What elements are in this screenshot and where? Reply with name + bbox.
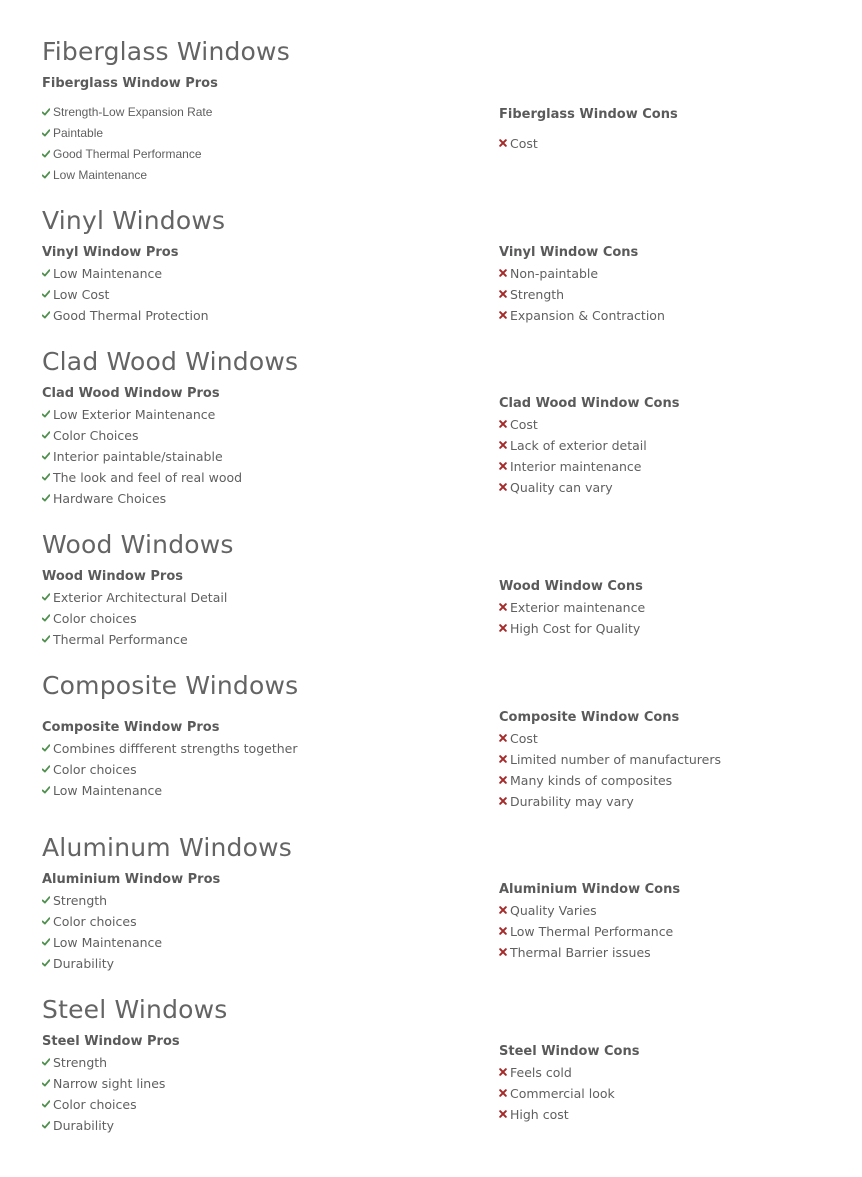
item-text: Low Thermal Performance	[510, 924, 674, 939]
cons-heading: Steel Window Cons	[499, 1044, 640, 1059]
con-item	[499, 921, 839, 942]
cons-list	[499, 414, 839, 498]
section-title: Wood Windows	[42, 530, 234, 559]
item-text: Quality can vary	[510, 480, 613, 495]
pro-item	[42, 1115, 382, 1136]
cons-heading: Fiberglass Window Cons	[499, 107, 678, 122]
con-item	[499, 900, 839, 921]
pro-item	[42, 123, 382, 144]
cons-list	[499, 1062, 839, 1125]
pros-list	[42, 404, 382, 509]
item-text: High cost	[510, 1107, 569, 1122]
cons-list	[499, 263, 839, 326]
item-text: Commercial look	[510, 1086, 615, 1101]
pros-heading: Composite Window Pros	[42, 720, 220, 735]
checkmark-icon	[42, 738, 52, 759]
cross-icon	[499, 900, 509, 921]
con-item	[499, 728, 839, 749]
item-text: Interior maintenance	[510, 459, 642, 474]
con-item	[499, 1104, 839, 1125]
item-text: Cost	[510, 731, 538, 746]
section-title: Steel Windows	[42, 995, 228, 1024]
cross-icon	[499, 1062, 509, 1083]
cons-heading: Composite Window Cons	[499, 710, 680, 725]
con-item	[499, 597, 839, 618]
item-text: Strength	[510, 287, 565, 302]
con-item	[499, 749, 839, 770]
item-text: Color Choices	[53, 428, 139, 443]
pros-list	[42, 102, 382, 186]
pros-heading: Clad Wood Window Pros	[42, 386, 220, 401]
con-item	[499, 1083, 839, 1104]
checkmark-icon	[42, 629, 52, 650]
pro-item	[42, 953, 382, 974]
pro-item	[42, 467, 382, 488]
cons-heading: Clad Wood Window Cons	[499, 396, 680, 411]
cross-icon	[499, 1083, 509, 1104]
section-title: Aluminum Windows	[42, 833, 292, 862]
pros-column	[42, 569, 382, 650]
pro-item	[42, 305, 382, 326]
item-text: Exterior maintenance	[510, 600, 646, 615]
pro-item	[42, 144, 382, 165]
pro-item	[42, 759, 382, 780]
pro-item	[42, 587, 382, 608]
item-text: Low Maintenance	[53, 168, 148, 182]
pros-column	[42, 386, 382, 509]
pros-column	[42, 76, 382, 186]
cons-list	[499, 900, 839, 963]
checkmark-icon	[42, 1115, 52, 1136]
cons-list	[499, 133, 839, 154]
item-text: Color choices	[53, 1097, 137, 1112]
pros-heading: Vinyl Window Pros	[42, 245, 179, 260]
cons-list	[499, 597, 839, 639]
checkmark-icon	[42, 123, 52, 144]
pro-item	[42, 263, 382, 284]
checkmark-icon	[42, 425, 52, 446]
pros-column	[42, 1034, 382, 1136]
item-text: Durability	[53, 956, 114, 971]
cross-icon	[499, 942, 509, 963]
item-text: Strength	[53, 1055, 108, 1070]
pro-item	[42, 780, 382, 801]
cross-icon	[499, 597, 509, 618]
checkmark-icon	[42, 932, 52, 953]
pro-item	[42, 102, 382, 123]
checkmark-icon	[42, 911, 52, 932]
pros-heading: Steel Window Pros	[42, 1034, 180, 1049]
item-text: Lack of exterior detail	[510, 438, 647, 453]
cross-icon	[499, 477, 509, 498]
pros-list	[42, 587, 382, 650]
checkmark-icon	[42, 488, 52, 509]
section-title: Vinyl Windows	[42, 206, 226, 235]
cross-icon	[499, 770, 509, 791]
pro-item	[42, 404, 382, 425]
item-text: High Cost for Quality	[510, 621, 641, 636]
checkmark-icon	[42, 759, 52, 780]
cross-icon	[499, 728, 509, 749]
cross-icon	[499, 284, 509, 305]
section-title: Clad Wood Windows	[42, 347, 299, 376]
cross-icon	[499, 456, 509, 477]
con-item	[499, 263, 839, 284]
pros-column	[42, 245, 382, 326]
cons-column	[499, 245, 839, 326]
cross-icon	[499, 1104, 509, 1125]
pro-item	[42, 911, 382, 932]
cons-heading: Wood Window Cons	[499, 579, 643, 594]
cons-column	[499, 710, 839, 812]
checkmark-icon	[42, 165, 52, 186]
item-text: Color choices	[53, 914, 137, 929]
pro-item	[42, 629, 382, 650]
pros-list	[42, 890, 382, 974]
cross-icon	[499, 133, 509, 154]
section-title: Composite Windows	[42, 671, 299, 700]
item-text: Color choices	[53, 762, 137, 777]
pros-column	[42, 872, 382, 974]
con-item	[499, 477, 839, 498]
checkmark-icon	[42, 890, 52, 911]
item-text: Narrow sight lines	[53, 1076, 166, 1091]
con-item	[499, 414, 839, 435]
item-text: Thermal Barrier issues	[510, 945, 651, 960]
cross-icon	[499, 749, 509, 770]
item-text: Low Exterior Maintenance	[53, 407, 216, 422]
item-text: Good Thermal Performance	[53, 147, 202, 161]
checkmark-icon	[42, 953, 52, 974]
checkmark-icon	[42, 305, 52, 326]
checkmark-icon	[42, 102, 52, 123]
item-text: Quality Varies	[510, 903, 597, 918]
item-text: Durability	[53, 1118, 114, 1133]
item-text: Limited number of manufacturers	[510, 752, 722, 767]
cons-column	[499, 579, 839, 639]
item-text: Low Maintenance	[53, 783, 163, 798]
cons-column	[499, 107, 839, 154]
item-text: Hardware Choices	[53, 491, 167, 506]
cons-heading: Aluminium Window Cons	[499, 882, 681, 897]
checkmark-icon	[42, 284, 52, 305]
con-item	[499, 942, 839, 963]
pro-item	[42, 1073, 382, 1094]
item-text: Good Thermal Protection	[53, 308, 209, 323]
pro-item	[42, 165, 382, 186]
pro-item	[42, 738, 382, 759]
item-text: Paintable	[53, 126, 104, 140]
checkmark-icon	[42, 404, 52, 425]
pro-item	[42, 932, 382, 953]
checkmark-icon	[42, 608, 52, 629]
cons-list	[499, 728, 839, 812]
con-item	[499, 305, 839, 326]
con-item	[499, 284, 839, 305]
checkmark-icon	[42, 1052, 52, 1073]
checkmark-icon	[42, 587, 52, 608]
pro-item	[42, 608, 382, 629]
cross-icon	[499, 618, 509, 639]
checkmark-icon	[42, 1073, 52, 1094]
checkmark-icon	[42, 1094, 52, 1115]
cross-icon	[499, 791, 509, 812]
item-text: Strength	[53, 893, 108, 908]
pros-list	[42, 738, 382, 801]
cons-column	[499, 396, 839, 498]
pros-list	[42, 1052, 382, 1136]
item-text: Low Cost	[53, 287, 110, 302]
pros-heading: Aluminium Window Pros	[42, 872, 221, 887]
cons-column	[499, 1044, 839, 1125]
item-text: Combines diffferent strengths together	[53, 741, 298, 756]
con-item	[499, 791, 839, 812]
item-text: Exterior Architectural Detail	[53, 590, 228, 605]
con-item	[499, 1062, 839, 1083]
pro-item	[42, 1052, 382, 1073]
item-text: Thermal Performance	[53, 632, 188, 647]
cross-icon	[499, 414, 509, 435]
cross-icon	[499, 921, 509, 942]
checkmark-icon	[42, 263, 52, 284]
pros-list	[42, 263, 382, 326]
cons-heading: Vinyl Window Cons	[499, 245, 639, 260]
item-text: Many kinds of composites	[510, 773, 673, 788]
con-item	[499, 435, 839, 456]
item-text: Non-paintable	[510, 266, 599, 281]
con-item	[499, 618, 839, 639]
item-text: Cost	[510, 417, 538, 432]
cons-column	[499, 882, 839, 963]
pro-item	[42, 1094, 382, 1115]
item-text: The look and feel of real wood	[53, 470, 243, 485]
pro-item	[42, 488, 382, 509]
pro-item	[42, 425, 382, 446]
item-text: Durability may vary	[510, 794, 634, 809]
item-text: Cost	[510, 136, 538, 151]
item-text: Strength-Low Expansion Rate	[53, 105, 213, 119]
cross-icon	[499, 305, 509, 326]
con-item	[499, 133, 839, 154]
item-text: Expansion & Contraction	[510, 308, 665, 323]
checkmark-icon	[42, 780, 52, 801]
item-text: Color choices	[53, 611, 137, 626]
checkmark-icon	[42, 467, 52, 488]
item-text: Low Maintenance	[53, 935, 163, 950]
cross-icon	[499, 263, 509, 284]
item-text: Feels cold	[510, 1065, 572, 1080]
pro-item	[42, 890, 382, 911]
pros-heading: Wood Window Pros	[42, 569, 184, 584]
pros-heading: Fiberglass Window Pros	[42, 76, 218, 91]
pros-column	[42, 720, 382, 801]
con-item	[499, 770, 839, 791]
item-text: Interior paintable/stainable	[53, 449, 223, 464]
item-text: Low Maintenance	[53, 266, 163, 281]
checkmark-icon	[42, 144, 52, 165]
cross-icon	[499, 435, 509, 456]
checkmark-icon	[42, 446, 52, 467]
con-item	[499, 456, 839, 477]
pro-item	[42, 446, 382, 467]
section-title: Fiberglass Windows	[42, 37, 290, 66]
pro-item	[42, 284, 382, 305]
